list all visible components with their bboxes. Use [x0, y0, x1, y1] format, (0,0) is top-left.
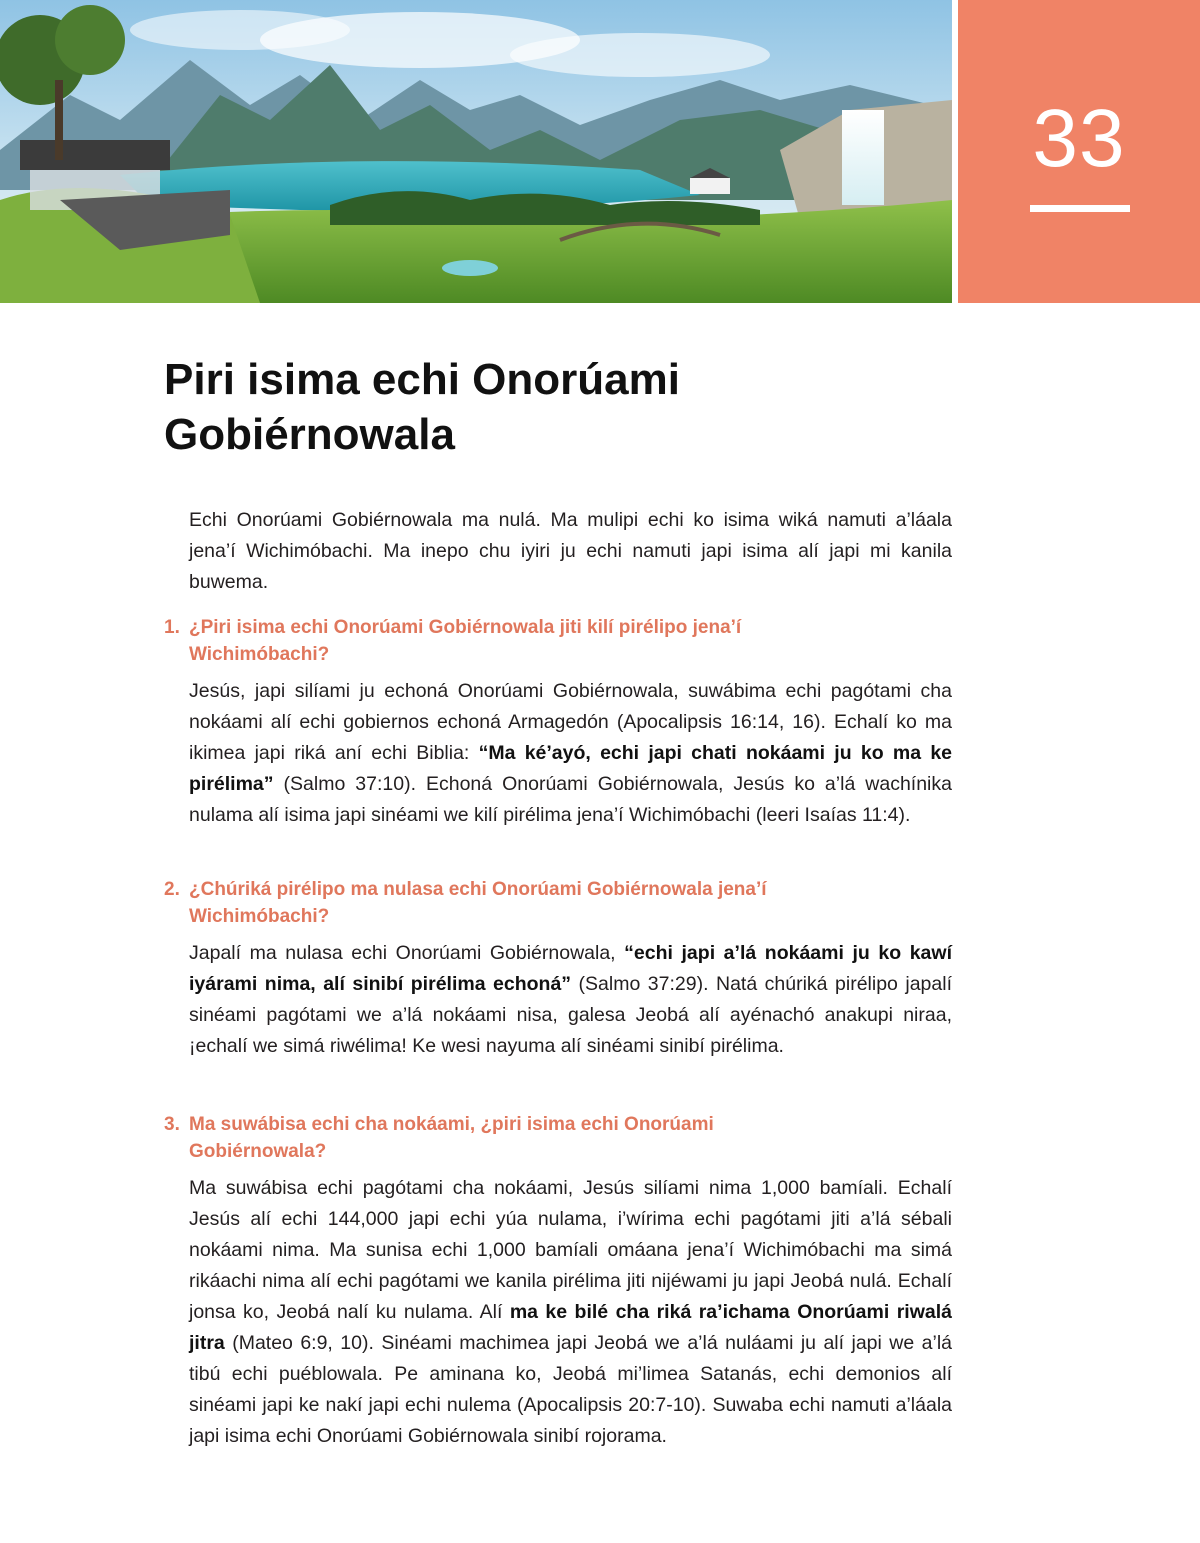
answer-2-text-start: Japalí ma nulasa echi Onorúami Gobiérnowala,: [189, 942, 625, 964]
answer-1-text-end: (Salmo 37:10). Echoná Onorúami Gobiérnowala, Jesús ko a’lá wachínika nulama alí isima japi sinéami we kilí pirélima jena’í Wichimóbachi (leeri Isaías 11:4).: [189, 773, 952, 826]
answer-2: [189, 938, 952, 1062]
answer-3-text-end: (Mateo 6:9, 10). Sinéami machimea japi Jeobá we a’lá nuláami ju alí japi we a’lá tibú echi puéblowala. Pe aminana ko, Jeobá mi’limea Satanás, echi demonios alí sinéami japi ke nakí japi echi nulema (Apocalipsis 20:7-10). Suwaba echi namuti a’láala japi isima echi Onorúami Gobiérnowala sinibí rojorama.: [189, 1332, 952, 1447]
answer-2-text-end: (Salmo 37:29). Natá chúriká pirélipo japalí sinéami pagótami we a’lá nokáami nisa, galesa Jeobá alí ayénachó anakupi niraa, ¡echalí we simá riwélima! Ke wesi nayuma alí sinéami sinibí pirélima.: [189, 973, 952, 1057]
question-1-text: ¿Piri isima echi Onorúami Gobiérnowala jiti kilí pirélipo jena’í Wichimóbachi?: [189, 617, 742, 665]
lesson-number-box: [958, 0, 1200, 303]
intro-paragraph: Echi Onorúami Gobiérnowala ma nulá. Ma mulipi echi ko isima wiká namuti a’láala jena’í Wichimóbachi. Ma inepo chu iyiri ju echi namuti japi isima alí japi mi kanila buwema.: [189, 509, 952, 593]
header-landscape-illustration: [0, 0, 952, 303]
landscape-image: [0, 0, 952, 303]
answer-3-bold-phrase: ma ke bilé cha riká ra’ichama Onorúami riwalá jitra: [189, 1301, 952, 1354]
question-3-text: Ma suwábisa echi cha nokáami, ¿piri isima echi Onorúami Gobiérnowala?: [189, 1114, 714, 1162]
question-3-number: 3.: [164, 1114, 180, 1135]
page-title: Piri isima echi Onorúami Gobiérnowala: [164, 355, 680, 459]
answer-1-text-start: Jesús, japi silíami ju echoná Onorúami Gobiérnowala, suwábima echi pagótami cha nokáami alí echi gobiernos echoná Armagedón (Apocalipsis 16:14, 16). Echalí ko ma ikimea japi riká aní echi Biblia:: [189, 680, 952, 764]
lesson-number: 33: [1032, 93, 1126, 184]
question-1-number: 1.: [164, 617, 180, 638]
question-2: [164, 876, 954, 930]
question-2-number: 2.: [164, 879, 180, 900]
answer-3-text-start: Ma suwábisa echi pagótami cha nokáami, Jesús silíami nima 1,000 bamíali. Echalí Jesús alí echi 144,000 japi echi yúa nulama, i’wírima echi pagótami jiti a’lá sébali nokáami nima. Ma sunisa echi 1,000 bamíali omáana jena’í Wichimóbachi ma simá rikáachi nima alí echi pagótami we kanila pirélima jiti nijéwami ju japi Jeobá nulá. Echalí jonsa ko, Jeobá nalí ku nulama. Alí: [189, 1177, 952, 1323]
question-3: [164, 1111, 954, 1165]
question-2-text: ¿Chúriká pirélipo ma nulasa echi Onorúami Gobiérnowala jena’í Wichimóbachi?: [189, 879, 767, 927]
answer-1-bold-quote: “Ma ké’ayó, echi japi chati nokáami ju ko ma ke pirélima”: [189, 742, 953, 795]
answer-1: [189, 676, 952, 831]
answer-3: [189, 1173, 952, 1452]
question-1: [164, 614, 954, 668]
answer-2-bold-quote: “echi japi a’lá nokáami ju ko kawí iyárami nima, alí sinibí pirélima echoná”: [189, 942, 952, 995]
lesson-number-underline: [1030, 205, 1130, 212]
